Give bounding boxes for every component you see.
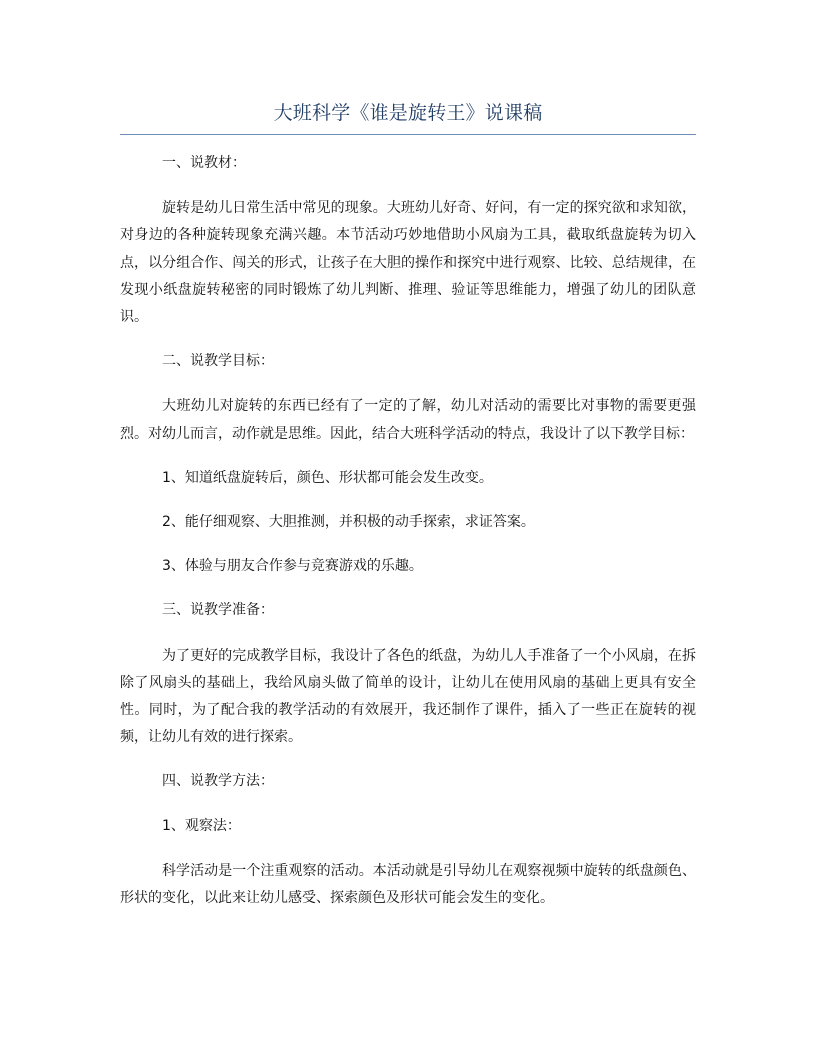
section-heading-goals: 二、说教学目标： (162, 353, 274, 370)
goal-item-1: 1、知道纸盘旋转后，颜色、形状都可能会发生改变。 (162, 469, 493, 486)
paragraph-goals: 大班幼儿对旋转的东西已经有了一定的了解，幼儿对活动的需要比对事物的需要更强烈。对幼儿而言，动作就是思维。因此，结合大班科学活动的特点，我设计了以下教学目标： (120, 398, 696, 442)
document-title: 大班科学《谁是旋转王》说课稿 (273, 102, 543, 124)
paragraph-preparation: 为了更好的完成教学目标，我设计了各色的纸盘，为幼儿人手准备了一个小风扇，在拆除了风扇头的基础上，我给风扇头做了简单的设计，让幼儿在使用风扇的基础上更具有安全性。同时，为了配合我的教学活动的有效展开，我还制作了课件，插入了一些正在旋转的视频，让幼儿有效的进行探索。 (120, 647, 696, 746)
document-body (120, 150, 696, 912)
goal-item-3: 3、体验与朋友合作参与竞赛游戏的乐趣。 (162, 558, 423, 575)
section-heading-preparation: 三、说教学准备： (162, 602, 274, 619)
paragraph-materials: 旋转是幼儿日常生活中常见的现象。大班幼儿好奇、好问，有一定的探究欲和求知欲，对身边的各种旋转现象充满兴趣。本节活动巧妙地借助小风扇为工具，截取纸盘旋转为切入点，以分组合作、闯关的形式，让孩子在大胆的操作和探究中进行观察、比较、总结规律，在发现小纸盘旋转秘密的同时锻炼了幼儿判断、推理、验证等思维能力，增强了幼儿的团队意识。 (120, 200, 696, 326)
subheading-observation: 1、观察法： (162, 817, 241, 834)
section-heading-methods: 四、说教学方法： (162, 773, 274, 790)
goal-item-2: 2、能仔细观察、大胆推测，并积极的动手探索，求证答案。 (162, 514, 535, 531)
paragraph-observation: 科学活动是一个注重观察的活动。本活动就是引导幼儿在观察视频中旋转的纸盘颜色、形状的变化，以此来让幼儿感受、探索颜色及形状可能会发生的变化。 (120, 862, 696, 907)
title-underline (120, 134, 696, 135)
section-heading-materials: 一、说教材： (162, 155, 246, 171)
